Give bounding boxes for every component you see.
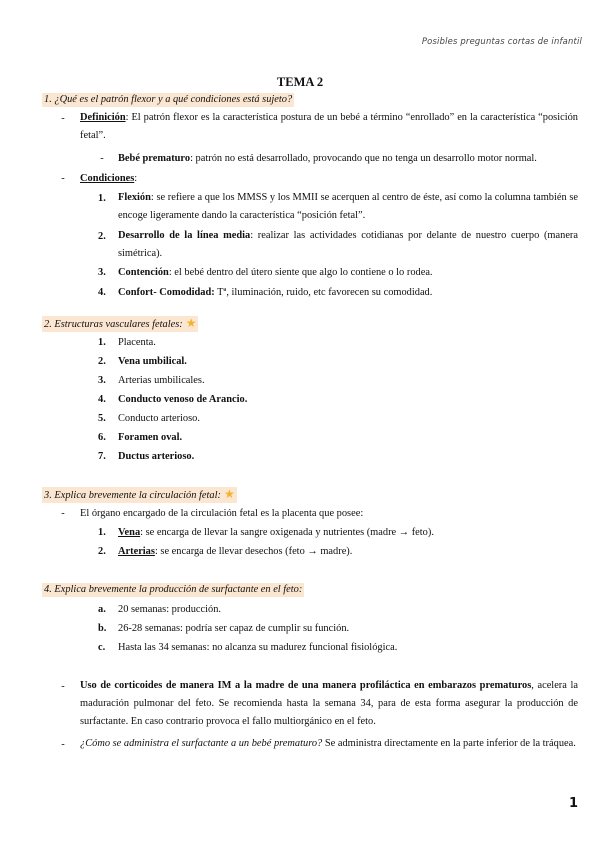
list-letter: b. [98, 623, 107, 634]
bullet-dash: - [61, 508, 65, 519]
list-item: Hasta las 34 semanas: no alcanza su madurez funcional fisiológica. [118, 642, 398, 653]
premature-line [118, 152, 537, 166]
corticoids-bold: Uso de corticoides de manera IM a la madre de una manera profiláctica en embarazos prematuros [80, 680, 532, 691]
list-item: Conducto venoso de Arancio. [118, 394, 248, 405]
administration-question: ¿Cómo se administra el surfactante a un bebé prematuro? [80, 738, 323, 749]
condition-item [118, 189, 578, 225]
list-number: 4. [98, 394, 106, 405]
page-number: 1 [568, 796, 578, 811]
list-item: Arterias umbilicales. [118, 375, 205, 386]
list-number: 3. [98, 375, 106, 386]
question-1: 1. ¿Qué es el patrón flexor y a qué condiciones está sujeto? [44, 94, 293, 105]
conditions-colon: : [134, 173, 138, 184]
bullet-dash: - [100, 153, 104, 164]
list-item: Conducto arterioso. [118, 413, 200, 424]
page-header: Posibles preguntas cortas de infantil [421, 36, 582, 46]
list-letter: a. [98, 604, 106, 615]
corticoids-text: , acelera la maduración pulmonar del feto. Se recomienda hasta la semana 34, para de esta forma asegurar la producción de surfactante. En caso contrario provoca el fallo multiorgánico en el feto. [80, 680, 578, 727]
condition-item [118, 227, 578, 263]
question-3 [42, 487, 237, 503]
list-number: 2. [98, 356, 106, 367]
list-item [118, 545, 352, 559]
premature-label: Bebé prematuro [118, 153, 191, 164]
question-3-text: 3. Explica brevemente la circulación fetal: [44, 490, 221, 501]
question-2 [42, 316, 198, 332]
list-number: 1. [98, 193, 106, 204]
list-number: 2. [98, 231, 106, 242]
definition-paragraph [80, 109, 578, 145]
page-title: TEMA 2 [276, 75, 324, 89]
list-number: 3. [98, 267, 106, 278]
condition-label: Desarrollo de la línea media [118, 230, 251, 241]
circulation-intro: El órgano encargado de la circulación fetal es la placenta que posee: [80, 508, 364, 519]
star-icon: ★ [185, 316, 197, 330]
corticoids-paragraph [80, 677, 578, 731]
condition-text: Tª, iluminación, ruido, etc favorecen su comodidad. [214, 287, 433, 298]
list-item: Vena umbilical. [118, 356, 187, 367]
condition-text: : se refiere a que los MMSS y los MMII se acerquen al centro de éste, así como la columna también se encoge ligeramente dando la característica “posición fetal”. [118, 192, 578, 221]
question-2-text: 2. Estructuras vasculares fetales: [44, 319, 183, 330]
condition-label: Contención [118, 267, 169, 278]
list-number: 4. [98, 287, 106, 298]
list-item: Ductus arterioso. [118, 451, 195, 462]
condition-item [118, 286, 432, 300]
condition-text: : el bebé dentro del útero siente que algo lo contiene o lo rodea. [168, 267, 433, 278]
list-item [118, 526, 434, 540]
list-item: Foramen oval. [118, 432, 183, 443]
definition-text: : El patrón flexor es la característica postura de un bebé a término “enrollado” en la característica “posición fetal”. [80, 112, 578, 141]
premature-text: : patrón no está desarrollado, provocando que no tenga un desarrollo motor normal. [190, 153, 537, 164]
item-label: Arterias [118, 546, 155, 557]
bullet-dash: - [61, 113, 65, 124]
conditions-label: Condiciones [80, 173, 135, 184]
list-letter: c. [98, 642, 106, 653]
definition-label: Definición [80, 112, 126, 123]
item-text: : se encarga de llevar la sangre oxigenada y nutrientes (madre → feto). [140, 527, 434, 538]
condition-label: Confort- Comodidad: [118, 287, 215, 298]
list-number: 7. [98, 451, 106, 462]
administration-text: Se administra directamente en la parte inferior de la tráquea. [322, 738, 576, 749]
list-number: 6. [98, 432, 106, 443]
condition-label: Flexión [118, 192, 151, 203]
item-label: Vena [118, 527, 141, 538]
conditions-heading [80, 172, 137, 186]
administration-paragraph [80, 735, 578, 753]
list-number: 5. [98, 413, 106, 424]
condition-text: : realizar las actividades cotidianas por delante de nuestro cuerpo (manera simétrica). [118, 230, 578, 259]
list-number: 1. [98, 527, 106, 538]
question-4: 4. Explica brevemente la producción de surfactante en el feto: [44, 584, 303, 595]
list-item: Placenta. [118, 337, 156, 348]
bullet-dash: - [61, 173, 65, 184]
list-item: 26-28 semanas: podría ser capaz de cumplir su función. [118, 623, 350, 634]
list-number: 2. [98, 546, 106, 557]
condition-item [118, 266, 433, 280]
item-text: : se encarga de llevar desechos (feto → madre). [154, 546, 353, 557]
bullet-dash: - [61, 681, 65, 692]
list-number: 1. [98, 337, 106, 348]
bullet-dash: - [61, 739, 65, 750]
star-icon: ★ [223, 487, 235, 501]
list-item: 20 semanas: producción. [118, 604, 222, 615]
